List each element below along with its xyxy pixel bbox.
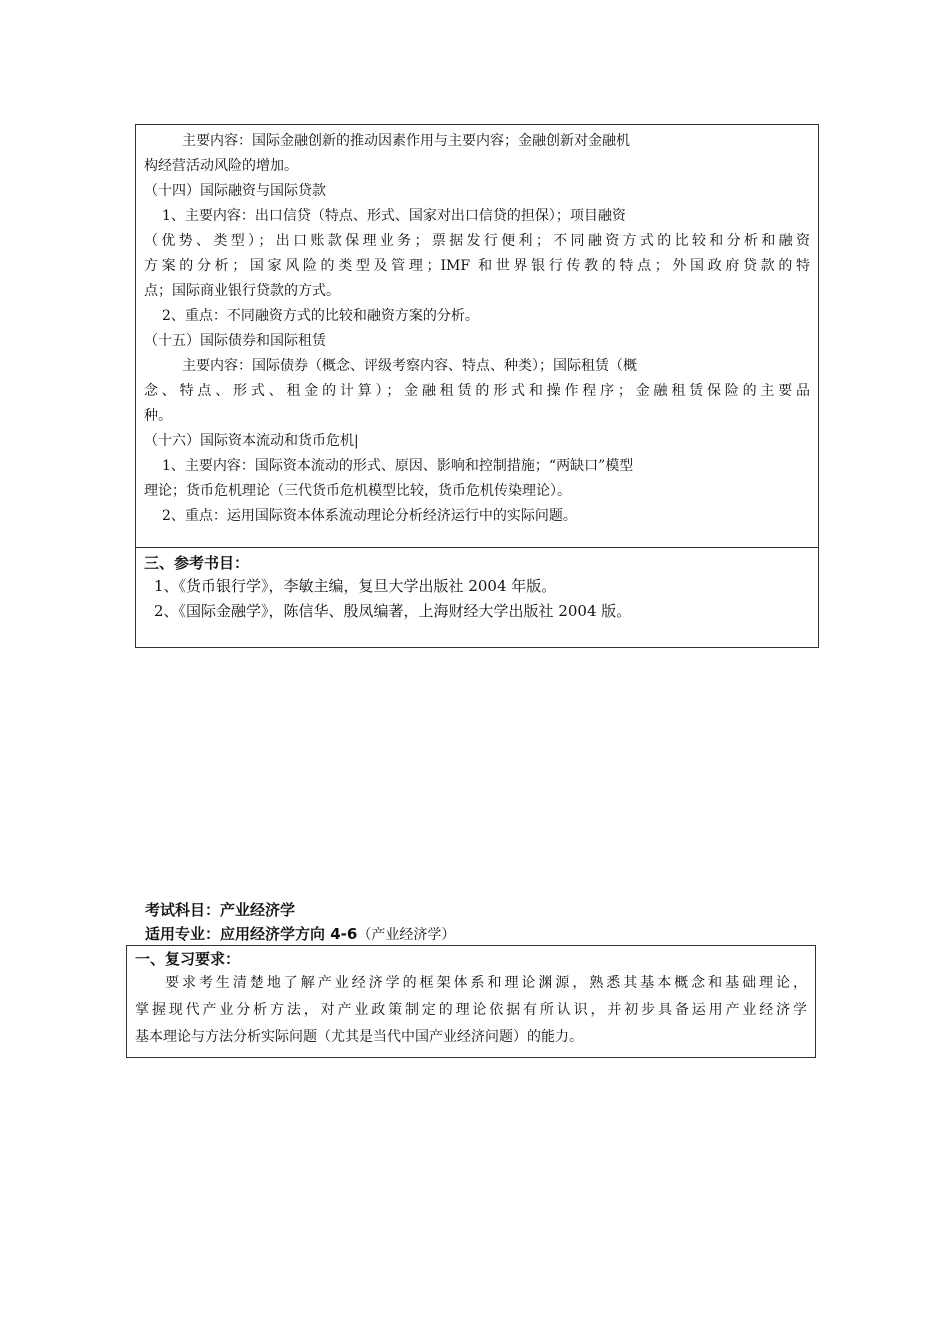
content-line: 1、主要内容：国际资本流动的形式、原因、影响和控制措施；“两缺口”模型 [162, 458, 634, 474]
content-line: 理论；货币危机理论（三代货币危机模型比较，货币危机传染理论）。 [144, 483, 571, 499]
content-line: 主要内容：国际债券（概念、评级考察内容、特点、种类）；国际租赁（概 [182, 358, 637, 374]
exam-major [145, 922, 455, 947]
content-line: 方案的分析；国家风险的类型及管理；IMF 和世界银行传教的特点；外国政府贷款的特 [144, 258, 810, 274]
syllabus-content-box [135, 124, 819, 548]
content-line: 2、重点：不同融资方式的比较和融资方案的分析。 [162, 308, 479, 324]
content-line: 2、重点：运用国际资本体系流动理论分析经济运行中的实际问题。 [162, 508, 577, 524]
exam-major-label: 适用专业：应用经济学方向 4-6 [145, 925, 358, 943]
review-heading: 一、复习要求： [135, 950, 241, 968]
references-box [135, 547, 819, 648]
review-line: 基本理论与方法分析实际问题（尤其是当代中国产业经济问题）的能力。 [135, 1029, 583, 1045]
section-heading: （十五）国际债券和国际租赁 [144, 333, 326, 349]
exam-major-note: （产业经济学） [357, 927, 456, 943]
review-requirements-box [126, 945, 816, 1058]
references-heading: 三、参考书目： [144, 554, 250, 572]
reference-item: 2、《国际金融学》，陈信华、殷凤编著，上海财经大学出版社 2004 版。 [154, 602, 632, 620]
content-line: （优势、类型）；出口账款保理业务；票据发行便利；不同融资方式的比较和分析和融资 [144, 233, 810, 249]
exam-subject: 考试科目：产业经济学 [145, 901, 296, 919]
review-line: 掌握现代产业分析方法，对产业政策制定的理论依据有所认识，并初步具备运用产业经济学 [135, 1002, 807, 1018]
section-heading: （十六）国际资本流动和货币危机| [144, 433, 359, 449]
content-line: 念、特点、形式、租金的计算）；金融租赁的形式和操作程序；金融租赁保险的主要品 [144, 383, 810, 399]
content-line: 1、主要内容：出口信贷（特点、形式、国家对出口信贷的担保）；项目融资 [162, 208, 626, 224]
content-line: 构经营活动风险的增加。 [144, 158, 298, 174]
content-line: 种。 [144, 408, 172, 424]
reference-item: 1、《货币银行学》，李敏主编，复旦大学出版社 2004 年版。 [154, 577, 557, 595]
review-line: 要求考生清楚地了解产业经济学的框架体系和理论渊源，熟悉其基本概念和基础理论， [165, 975, 807, 991]
content-line: 主要内容：国际金融创新的推动因素作用与主要内容；金融创新对金融机 [182, 133, 630, 149]
content-line: 点；国际商业银行贷款的方式。 [144, 283, 340, 299]
section-heading: （十四）国际融资与国际贷款 [144, 183, 326, 199]
